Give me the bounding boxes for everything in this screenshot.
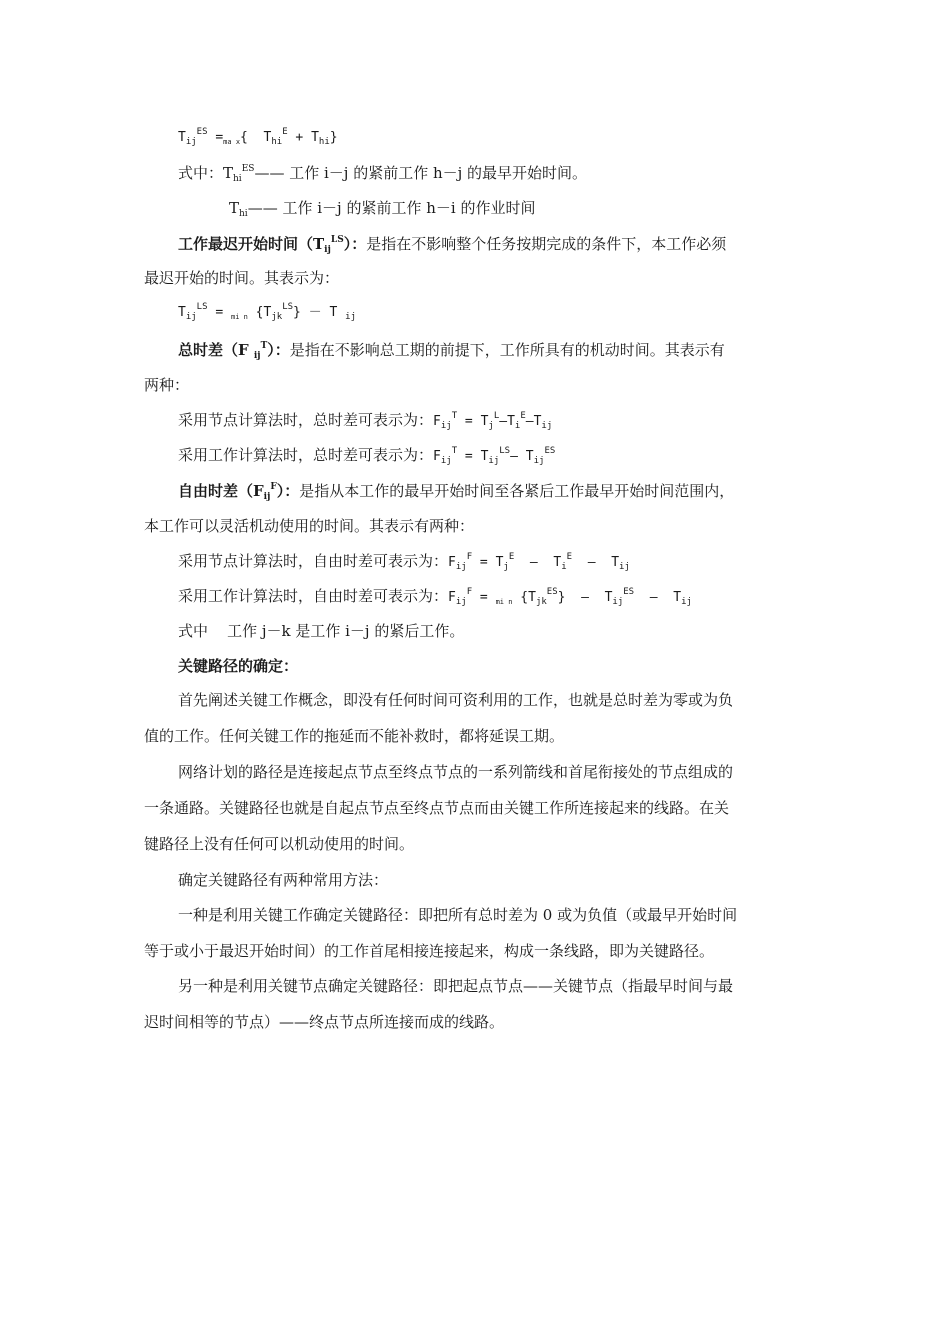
paragraph-1-line-1: 首先阐述关键工作概念，即没有任何时间可资利用的工作，也就是总时差为零或为负: [178, 691, 734, 709]
note-superscript: ES: [241, 164, 255, 174]
term-subscript: ij: [253, 351, 261, 361]
formula-superscript: LS: [499, 446, 511, 456]
formula-subscript: i: [561, 562, 567, 572]
latest-start-definition-cont: 最迟开始的时间。其表示为：: [144, 269, 340, 287]
paragraph-3: 确定关键路径有两种常用方法：: [178, 871, 389, 889]
term-superscript: LS: [330, 235, 344, 245]
formula-text: F: [433, 414, 441, 429]
term-superscript: F: [270, 482, 277, 492]
definition-text: 是指在不影响总工期的前提下，工作所具有的机动时间。其表示有: [289, 341, 725, 359]
formula-text: =: [207, 130, 224, 145]
formula-text: T: [263, 130, 272, 145]
formula-text: – T: [514, 555, 562, 570]
free-float-work-method: [178, 586, 692, 608]
formula-superscript: F: [466, 587, 473, 597]
paragraph-2-line-2: 一条通路。关键路径也就是自起点节点至终点节点而由关键工作所连接起来的线路。在关: [144, 799, 730, 817]
paragraph-4-line-2: 等于或小于最迟开始时间）的工作首尾相接连接起来，构成一条线路，即为关键路径。: [144, 942, 715, 960]
formula-earliest-start: [178, 128, 338, 148]
formula-text: = T: [472, 555, 504, 570]
formula-subscript: j: [488, 421, 494, 431]
formula-subscript: ij: [185, 312, 197, 322]
formula-text: {: [240, 130, 256, 145]
formula-subscript: ij: [681, 597, 692, 607]
formula-text: }: [329, 130, 338, 145]
method-text: 采用工作计算法时，自由时差可表示为：: [178, 587, 449, 605]
term-subscript: ij: [324, 245, 331, 255]
formula-subscript: j: [503, 562, 509, 572]
formula-superscript: T: [451, 411, 458, 421]
formula-subscript: jk: [271, 312, 283, 322]
formula-subscript: ij: [440, 421, 452, 431]
definition-text: 是指从本工作的最早开始时间至各紧后工作最早开始时间范围内，: [299, 482, 735, 500]
formula-subscript: ij: [541, 421, 553, 431]
formula-subscript: ij: [185, 137, 197, 147]
formula-text: –T: [499, 414, 515, 429]
total-float-work-method: [178, 445, 555, 467]
formula-text: T: [178, 305, 186, 320]
formula-text: F: [433, 449, 441, 464]
note-text: T: [229, 199, 240, 217]
formula-subscript: ij: [345, 312, 357, 322]
formula-subscript: i: [514, 421, 521, 431]
formula-text: T: [178, 130, 186, 145]
total-float-definition: [178, 340, 725, 361]
formula-superscript: ES: [623, 587, 635, 597]
paragraph-2-line-1: 网络计划的路径是连接起点节点至终点节点的一系列箭线和首尾衔接处的节点组成的: [178, 763, 734, 781]
total-float-node-method: [178, 410, 552, 432]
formula-min-operator: mi n: [231, 313, 248, 321]
paragraph-1-line-2: 值的工作。任何关键工作的拖延而不能补救时，都将延误工期。: [144, 727, 565, 745]
formula-superscript: E: [508, 552, 515, 562]
term-label: ）：: [267, 341, 290, 359]
formula-subscript: jk: [535, 597, 547, 607]
formula-max-operator: ma x: [223, 138, 241, 146]
formula-text: F: [448, 590, 456, 605]
formula-subscript: hi: [271, 137, 283, 147]
formula-superscript: E: [282, 127, 288, 137]
formula-superscript: L: [493, 411, 500, 421]
formula-subscript: ij: [533, 456, 545, 466]
latest-start-definition: [178, 234, 726, 255]
note-subscript: hi: [233, 174, 242, 184]
formula-text: =: [207, 305, 231, 320]
term-subscript: ij: [263, 492, 271, 502]
formula-text: – T: [634, 590, 682, 605]
method-text: 采用工作计算法时，总时差可表示为：: [178, 446, 434, 464]
formula-subscript: hi: [318, 137, 330, 147]
formula-subscript: ij: [612, 597, 624, 607]
formula-superscript: F: [466, 552, 473, 562]
formula-latest-start: [178, 303, 356, 323]
term-label: 总时差（F: [178, 341, 254, 359]
formula-min-operator: mi n: [495, 598, 513, 606]
note-text: 式中：T: [178, 164, 234, 182]
term-label: ）：: [276, 482, 300, 500]
formula-text: = T: [457, 414, 489, 429]
method-text: 采用节点计算法时，总时差可表示为：: [178, 411, 434, 429]
formula-es-note-1: [178, 163, 587, 184]
term-label: 自由时差（F: [178, 482, 264, 500]
formula-text: – T: [510, 449, 534, 464]
formula-text: = T: [457, 449, 489, 464]
free-float-definition-cont: 本工作可以灵活机动使用的时间。其表示有两种：: [144, 517, 475, 535]
formula-text: F: [448, 555, 456, 570]
formula-text: {T: [512, 590, 536, 605]
formula-subscript: ij: [455, 597, 467, 607]
formula-subscript: ij: [619, 562, 630, 572]
free-float-node-method: [178, 551, 630, 573]
formula-text: + T: [287, 130, 319, 145]
free-float-definition: [178, 481, 734, 502]
formula-subscript: ij: [488, 456, 500, 466]
formula-text: – T: [572, 555, 620, 570]
total-float-definition-cont: 两种：: [144, 376, 190, 394]
formula-subscript: ij: [440, 456, 452, 466]
formula-superscript: LS: [196, 302, 208, 312]
note-subscript: hi: [239, 209, 248, 219]
free-float-note: 式中 工作 j－k 是工作 i－j 的紧后工作。: [178, 622, 465, 640]
formula-superscript: ES: [196, 127, 208, 137]
note-text: —— 工作 i－j 的紧前工作 h－j 的最早开始时间。: [254, 164, 588, 182]
method-text: 采用节点计算法时，自由时差可表示为：: [178, 552, 449, 570]
formula-text: {T: [247, 305, 272, 320]
formula-es-note-2: [229, 198, 535, 219]
paragraph-2-line-3: 键路径上没有任何可以机动使用的时间。: [144, 835, 415, 853]
note-text: —— 工作 i－j 的紧前工作 h－i 的作业时间: [247, 199, 536, 217]
formula-superscript: LS: [282, 302, 294, 312]
paragraph-5-line-1: 另一种是利用关键节点确定关键路径：即把起点节点——关键节点（指最早时间与最: [178, 977, 734, 995]
formula-text: } － T: [293, 305, 346, 320]
formula-text: } – T: [557, 590, 613, 605]
term-label: ）：: [343, 235, 367, 253]
formula-text: =: [472, 590, 496, 605]
term-superscript: T: [260, 341, 268, 351]
paragraph-5-line-2: 迟时间相等的节点）——终点节点所连接而成的线路。: [144, 1013, 505, 1031]
formula-superscript: ES: [544, 446, 556, 456]
paragraph-4-line-1: 一种是利用关键工作确定关键路径：即把所有总时差为 0 或为负值（或最早开始时间: [178, 906, 738, 924]
formula-superscript: E: [520, 411, 526, 421]
critical-path-heading: 关键路径的确定：: [178, 657, 299, 675]
formula-text: –T: [525, 414, 542, 429]
definition-text: 是指在不影响整个任务按期完成的条件下，本工作必须: [366, 235, 727, 253]
formula-superscript: T: [451, 446, 458, 456]
term-label: 工作最迟开始时间（T: [178, 235, 325, 253]
formula-superscript: E: [566, 552, 573, 562]
formula-superscript: ES: [546, 587, 558, 597]
formula-subscript: ij: [455, 562, 467, 572]
